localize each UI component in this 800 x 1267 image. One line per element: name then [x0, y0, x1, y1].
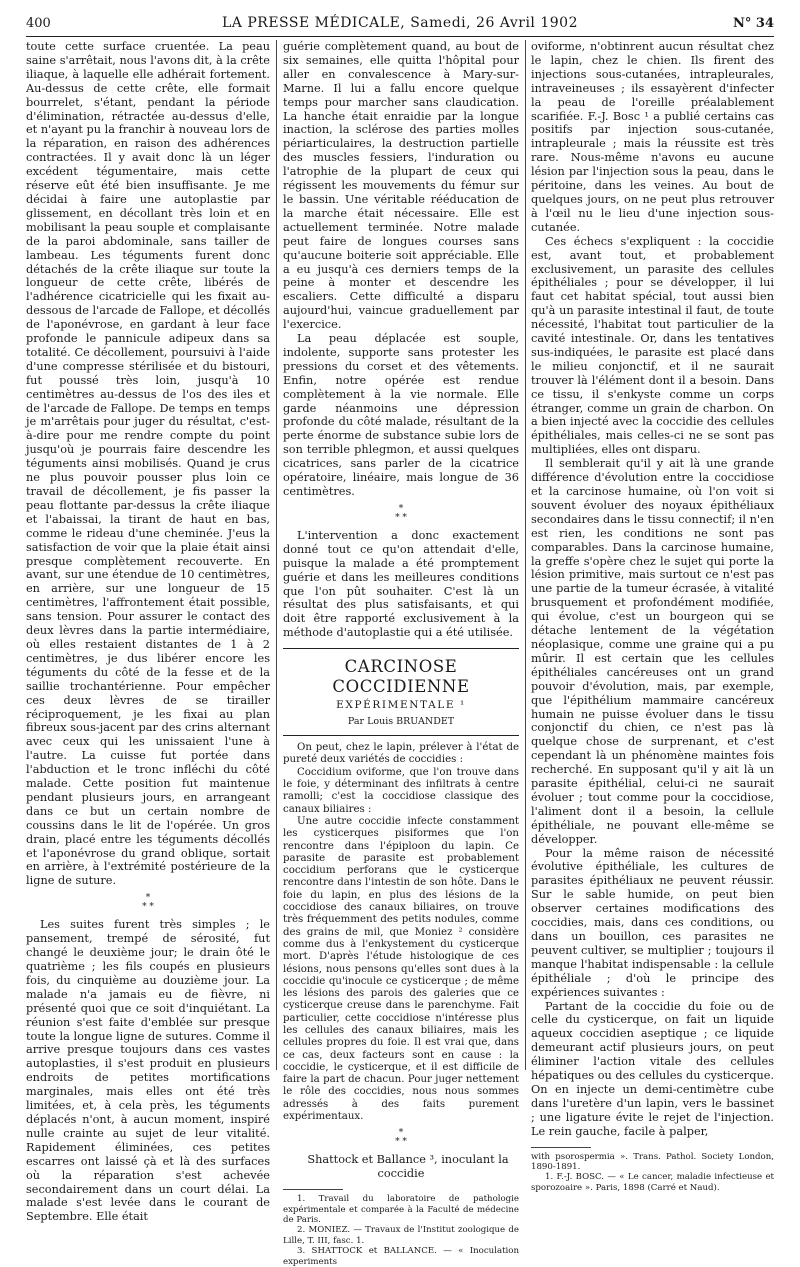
article-title-block [283, 648, 519, 736]
column-2 [283, 40, 519, 1267]
column-rule-left [276, 40, 277, 1070]
paragraph: Une autre coccidie infecte constamment les cysticerques pisiformes que l'on rencontre dans l'épiploon du lapin. Ce parasite de parasite est probablement coccidium perforans que le cysticerque rencontre dans l'intestin de son hôte. Dans le foie du lapin, en plus des lésions de la coccidiose des canaux biliaires, on trouve très fréquemment des petits nodules, comme des grains de mil, que Moniez ² considère comme dus à l'enkystement du cysticerque mort. D'après l'étude histologique de ces lésions, nous pensons qu'elles sont dues à la coccidie qu'inocule ce cysticerque ; de même les lésions des parois des galeries que ce cysticerque creuse dans le parenchyme. Fait particulier, cette coccidiose n'intéresse plus les cellules des canaux biliaires, mais les cellules propres du foie. Il est vrai que, dans ce cas, deux facteurs sont en cause : la coccidie, le cysticerque, et il est difficile de faire la part de chacun. Pour juger nettement le rôle des coccidies, nous nous sommes adressés à des faits purement expérimentaux. [283, 815, 519, 1123]
paragraph: Pour la même raison de nécessité évolutive épithéliale, les cultures de parasites épithéliaux ne peuvent réussir. Sur le sable humide, on peut bien observer certaines modifications des coccidies, mais, dans ces conditions, ou dans un bouillon, ces parasites ne peuvent cultiver, se multiplier ; toujours il manque l'habitat indispensable : la cellule épithéliale ; d'où le principe des expériences suivantes : [531, 846, 774, 999]
page-header [26, 14, 774, 37]
paragraph: Coccidium oviforme, que l'on trouve dans le foie, y déterminant des infiltrats à centre ramolli; c'est la coccidiose classique des canaux biliaires : [283, 766, 519, 815]
paragraph: Il semblerait qu'il y ait là une grande différence d'évolution entre la coccidiose et la carcinose humaine, où l'on voit si souvent évoluer des noyaux épithéliaux secondaires dans le tissu connectif; il n'en est rien, les conditions ne sont pas comparables. Dans la carcinose humaine, la greffe s'opère chez le sujet qui porte la lésion primitive, mais surtout ce n'est pas une partie de la tumeur écrasée, à vitalité brusquement et profondément modifiée, qui évolue, c'est un bourgeon qui se détache lentement de la végétation néoplasique, comme une graine qui a pu mûrir. Il est certain que les cellules épithéliales cancéreuses ont un grand pouvoir d'évolution, mais, par exemple, que l'épithélium mammaire cancéreux humain ne puisse évoluer dans le tissu conjonctif du chien, ce n'est pas là quelque chose de surprenant, et c'est cependant là un phénomène maintes fois recherché. En supposant qu'il y ait là un parasite épithélial, celui-ci ne saurait évoluer ; tout comme pour la coccidiose, l'aliment dont il a besoin, la cellule épithéliale, ne pouvant elle-même se développer. [531, 457, 774, 846]
paragraph: oviforme, n'obtinrent aucun résultat chez le lapin, chez le chien. Ils firent des injections sous-cutanées, intrapleurales, intraveineuses ; ils essayèrent d'infecter la peau de l'oreille préalablement scarifiée. F.-J. Bosc ¹ a publié certains cas positifs par injection sous-cutanée, intrapleurale ; mais la réussite est très rare. Nous-même n'avons eu aucune lésion par l'injection sous la peau, dans le péritoine, dans les veines. Au bout de quelques jours, on ne peut plus retrouver à l'œil nu le lieu d'une injection sous-cutanée. [531, 40, 774, 234]
footnote: 1. Travail du laboratoire de pathologie expérimentale et comparée à la Faculté de médecine de Paris. [283, 1194, 519, 1225]
footnote: 2. MONIEZ. — Travaux de l'Institut zoologique de Lille, T. III, fasc. 1. [283, 1225, 519, 1246]
footnote-rule [531, 1147, 591, 1148]
footnote-rule [283, 1189, 343, 1190]
footnote: 1. F.-J. BOSC. — « Le cancer, maladie infectieuse et sporozoaire ». Paris, 1898 (Carré et Naud). [531, 1172, 774, 1193]
subheading: Shattock et Ballance ³, inoculant la coccidie [307, 1153, 509, 1181]
column-1 [26, 40, 270, 1224]
section-separator: * * * [395, 1128, 407, 1148]
paragraph: On peut, chez le lapin, prélever à l'état de pureté deux variétés de coccidies : [283, 742, 519, 766]
paragraph: Ces échecs s'expliquent : la coccidie est, avant tout, et probablement exclusivement, un parasite des cellules épithéliales ; pour se développer, il lui faut cet habitat spécial, tout aussi bien qu'à un parasite intestinal il faut, de toute nécessité, l'habitat tout particulier de la cavité intestinale. Or, dans les tentatives sus-indiquées, le parasite est placé dans le milieu conjonctif, et il ne saurait trouver là l'élément dont il a besoin. Dans ce tissu, il s'enkyste comme un corps étranger, comme un grain de charbon. On a bien injecté avec la coccidie des cellules épithéliales, mais celles-ci ne se sont pas multipliées, elles ont disparu. [531, 234, 774, 457]
section-separator: * * * [395, 503, 407, 523]
issue-number: N° 34 [733, 16, 774, 31]
paragraph: Partant de la coccidie du foie ou de celle du cysticerque, on fait un liquide aqueux coccidien aseptique ; ce liquide demeurant actif plusieurs jours, on peut éliminer l'action vitale des cellules hépatiques ou des cellules du cysticerque. On en injecte un demi-centimètre cube dans l'uretère d'un lapin, vers le bassinet ; une ligature évite le rejet de l'injection. Le rein gauche, facile à palper, [531, 999, 774, 1138]
column-rule-right [525, 40, 526, 1070]
article-subtitle: EXPÉRIMENTALE ¹ [336, 699, 466, 712]
section-separator: * * * [142, 893, 154, 913]
article-author: Par Louis BRUANDET [347, 716, 455, 728]
paragraph: La peau déplacée est souple, indolente, supporte sans protester les pressions du corset et des vêtements. Enfin, notre opérée est rendue complètement à la vie normale. Elle garde néanmoins une dépression profonde du côté malade, résultant de la perte énorme de substance subie lors de son terrible phlegmon, et aussi quelques cicatrices, sans parler de la cicatrice opératoire, linéaire, mais longue de 36 centimètres. [283, 332, 519, 498]
paragraph: guérie complètement quand, au bout de six semaines, elle quitta l'hôpital pour aller en convalescence à Mary-sur-Marne. Il lui a fallu encore quelque temps pour marcher sans claudication. La hanche était enraidie par la longue inaction, la sclérose des parties molles périarticulaires, la destruction partielle des muscles fessiers, l'induration ou l'atrophie de la plupart de ceux qui régissent les mouvements du fémur sur le bassin. Une véritable rééducation de la marche était nécessaire. Elle est actuellement terminée. Notre malade peut faire de longues courses sans qu'aucune boiterie soit appréciable. Elle a eu jusqu'à ces derniers temps de la peine à monter et descendre les escaliers. Cette difficulté a disparu aujourd'hui, vaincue graduellement par l'exercice. [283, 40, 519, 332]
footnote: with psorospermia ». Trans. Pathol. Society London, 1890-1891. [531, 1151, 774, 1172]
paragraph: toute cette surface cruentée. La peau saine s'arrêtait, nous l'avons dit, à la crête iliaque, à laquelle elle adhérait fortement. Au-dessus de cette crête, elle formait bourrelet, s'étant, pendant la période d'élimination, rétractée au-dessus d'elle, et n'ayant pu la franchir à nouveau lors de la réparation, en raison des adhérences contractées. Il y avait donc là un léger excédent tégumentaire, mais cette réserve eût été bien insuffisante. Je me décidai à faire une autoplastie par glissement, en décollant très loin et en mobilisant la peau souple et complaisante de la paroi abdominale, sans tailler de lambeau. Les téguments furent donc détachés de la crête iliaque sur toute la longueur de cette crête, libérés de l'adhérence cicatricielle qui les fixait au-dessous de l'arcade de Fallope, et décollés de l'aponévrose, en gardant à leur face profonde le pannicule adipeux dans sa totalité. Ce décollement, poursuivi à l'aide d'une compresse stérilisée et du bistouri, fut poussé très loin, jusqu'à 10 centimètres au-dessus de l'os des iles et de l'arcade de Fallope. De temps en temps je m'arrêtais pour juger du résultat, c'est-à-dire pour me rendre compte du point jusqu'où je pourrais faire descendre les téguments ainsi mobilisés. Quand je crus ne plus pouvoir pousser plus loin ce travail de décollement, je fis passer la peau flottante par-dessus la crête iliaque et l'abaissai, la tirant de haut en bas, comme le rideau d'une cheminée. J'eus la satisfaction de voir que la plaie était ainsi presque complètement recouverte. En avant, sur une étendue de 10 centimètres, en arrière, sur une longueur de 15 centimètres, l'affrontement était possible, sans tension. Pour assurer le contact des deux lèvres dans la partie intermédiaire, où elles restaient distantes de 1 à 2 centimètres, je dus libérer encore les téguments du côté de la fesse et de la saillie trochantérienne. Pour empêcher ces deux lèvres de se tirailler réciproquement, je les fixai au plan fibreux sous-jacent par des crins alternant avec ceux qui les unissaient l'une à l'autre. La cuisse fut portée dans l'abduction et le tronc infléchi du côté malade. Cette position fut maintenue pendant plusieurs jours, en arrangeant dans ce but un certain nombre de coussins dans le lit de l'opérée. Un gros drain, placé entre les téguments décollés et l'aponévrose du grand oblique, sortait en arrière, à l'extrémité postérieure de la ligne de suture. [26, 40, 270, 888]
article-title: CARCINOSE COCCIDIENNE [332, 657, 470, 697]
paragraph: Les suites furent très simples ; le pansement, trempé de sérosité, fut changé le deuxième jour; le drain ôté le quatrième ; les fils coupés en plusieurs fois, du cinquième au douzième jour. La malade n'a jamais eu de fièvre, ni présenté quoi que ce soit d'inquiétant. La réunion s'est faite d'emblée sur presque toute la longue ligne de sutures. Comme il arrive presque toujours dans ces vastes autoplasties, il s'est produit en plusieurs endroits de petites mortifications marginales, mais elles ont été très limitées, et, à cela près, les téguments déplacés n'ont, à aucun moment, inspiré nulle crainte au sujet de leur vitalité. Rapidement éliminées, ces petites escarres ont laissé çà et là des surfaces où la réparation s'est achevée secondairement dans un court délai. La malade s'est levée dans le courant de Septembre. Elle était [26, 918, 270, 1224]
paragraph: L'intervention a donc exactement donné tout ce qu'on attendait d'elle, puisque la malade a été promptement guérie et dans les meilleures conditions que l'on pût souhaiter. C'est là un résultat des plus satisfaisants, et qui doit être rapporté exclusivement à la méthode d'autoplastie qui a été utilisée. [283, 528, 519, 640]
journal-title: LA PRESSE MÉDICALE, Samedi, 26 Avril 1902 [222, 15, 578, 31]
page-number: 400 [26, 16, 51, 31]
footnote: 3. SHATTOCK et BALLANCE. — « Inoculation experiments [283, 1246, 519, 1267]
column-3 [531, 40, 774, 1193]
